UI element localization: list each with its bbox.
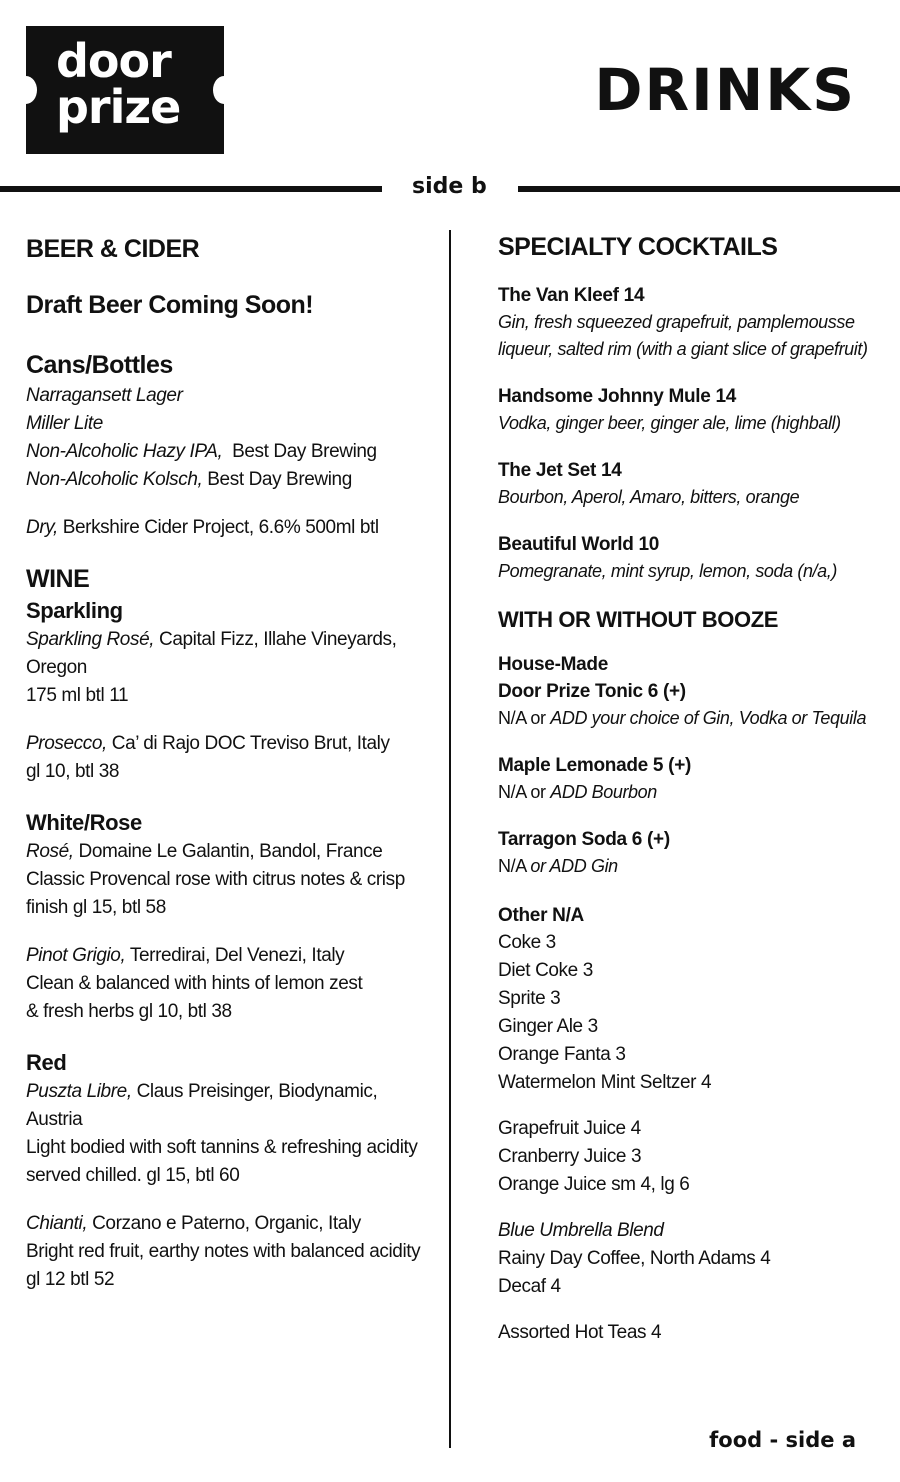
cans-bottles-heading: Cans/Bottles bbox=[26, 351, 173, 379]
list-item: Watermelon Mint Seltzer 4 bbox=[498, 1072, 712, 1093]
cans-list bbox=[26, 382, 436, 494]
cocktail-item: Handsome Johnny Mule 14 Vodka, ginger beer, ginger ale, lime (highball) bbox=[498, 386, 841, 433]
list-item: Orange Fanta 3 bbox=[498, 1044, 626, 1065]
coffee-heading: Blue Umbrella Blend bbox=[498, 1220, 664, 1241]
sparkling-item: Prosecco, Ca’ di Rajo DOC Treviso Brut, Italy gl 10, btl 38 bbox=[26, 733, 390, 782]
cocktail-item: The Jet Set 14 Bourbon, Aperol, Amaro, bitters, orange bbox=[498, 460, 800, 507]
specialty-cocktails-heading: SPECIALTY COCKTAILS bbox=[498, 233, 778, 261]
list-item: Coke 3 bbox=[498, 932, 556, 953]
side-label: side b bbox=[412, 174, 487, 199]
logo-line-1: door bbox=[56, 34, 171, 88]
cider-item: Dry, Berkshire Cider Project, 6.6% 500ml btl bbox=[26, 517, 379, 538]
list-item: Orange Juice sm 4, lg 6 bbox=[498, 1174, 690, 1195]
cocktail-item: Beautiful World 10 Pomegranate, mint syrup, lemon, soda (n/a,) bbox=[498, 534, 837, 581]
white-rose-heading: White/Rose bbox=[26, 810, 142, 835]
red-item: Chianti, Corzano e Paterno, Organic, Italy Bright red fruit, earthy notes with balanced acidity gl 12 btl 52 bbox=[26, 1213, 421, 1290]
list-item: Rainy Day Coffee, North Adams 4 bbox=[498, 1248, 771, 1269]
list-item: Grapefruit Juice 4 bbox=[498, 1118, 641, 1139]
draft-beer-note: Draft Beer Coming Soon! bbox=[26, 291, 314, 319]
right-column bbox=[498, 230, 888, 1347]
list-item: Diet Coke 3 bbox=[498, 960, 593, 981]
juices-list bbox=[498, 1115, 888, 1199]
other-na-heading: Other N/A bbox=[498, 905, 584, 926]
list-item: Non-Alcoholic Kolsch, Best Day Brewing bbox=[26, 469, 352, 490]
house-item: Tarragon Soda 6 (+) N/A or ADD Gin bbox=[498, 829, 670, 876]
red-heading: Red bbox=[26, 1050, 67, 1075]
wine-heading: WINE bbox=[26, 565, 90, 593]
list-item: Sprite 3 bbox=[498, 988, 561, 1009]
house-made-heading: House-Made bbox=[498, 654, 608, 675]
list-item: Non-Alcoholic Hazy IPA, Best Day Brewing bbox=[26, 441, 377, 462]
list-item: Ginger Ale 3 bbox=[498, 1016, 598, 1037]
house-item: Maple Lemonade 5 (+) N/A or ADD Bourbon bbox=[498, 755, 692, 802]
header-rule-left bbox=[0, 186, 382, 192]
page-title: DRINKS bbox=[594, 56, 856, 124]
sparkling-item: Sparkling Rosé, Capital Fizz, Illahe Vineyards, Oregon 175 ml btl 11 bbox=[26, 629, 397, 706]
door-prize-logo bbox=[26, 26, 224, 154]
list-item: Narragansett Lager bbox=[26, 385, 183, 406]
sparkling-heading: Sparkling bbox=[26, 598, 123, 623]
beer-cider-heading: BEER & CIDER bbox=[26, 235, 200, 263]
red-item: Puszta Libre, Claus Preisinger, Biodynamic, Austria Light bodied with soft tannins & refreshing acidity served chilled. gl 15, btl 60 bbox=[26, 1081, 418, 1186]
logo-text bbox=[56, 34, 216, 134]
list-item: Miller Lite bbox=[26, 413, 103, 434]
sodas-list bbox=[498, 929, 888, 1097]
logo-line-2: prize bbox=[56, 80, 181, 134]
white-item: Rosé, Domaine Le Galantin, Bandol, France Classic Provencal rose with citrus notes & crisp finish gl 15, btl 58 bbox=[26, 841, 405, 918]
with-or-without-booze-heading: WITH OR WITHOUT BOOZE bbox=[498, 607, 779, 632]
house-item: Door Prize Tonic 6 (+) N/A or ADD your choice of Gin, Vodka or Tequila bbox=[498, 681, 867, 728]
list-item: Decaf 4 bbox=[498, 1276, 561, 1297]
cocktail-item: The Van Kleef 14 Gin, fresh squeezed grapefruit, pamplemousse liqueur, salted rim (with a giant slice of grapefruit) bbox=[498, 285, 868, 359]
list-item: Cranberry Juice 3 bbox=[498, 1146, 642, 1167]
tea-item: Assorted Hot Teas 4 bbox=[498, 1322, 662, 1343]
column-divider bbox=[449, 230, 451, 1448]
white-item: Pinot Grigio, Terredirai, Del Venezi, Italy Clean & balanced with hints of lemon zest & fresh herbs gl 10, btl 38 bbox=[26, 945, 363, 1022]
left-column bbox=[26, 230, 436, 1294]
footer-side-label: food - side a bbox=[709, 1428, 856, 1452]
header-rule-right bbox=[518, 186, 900, 192]
